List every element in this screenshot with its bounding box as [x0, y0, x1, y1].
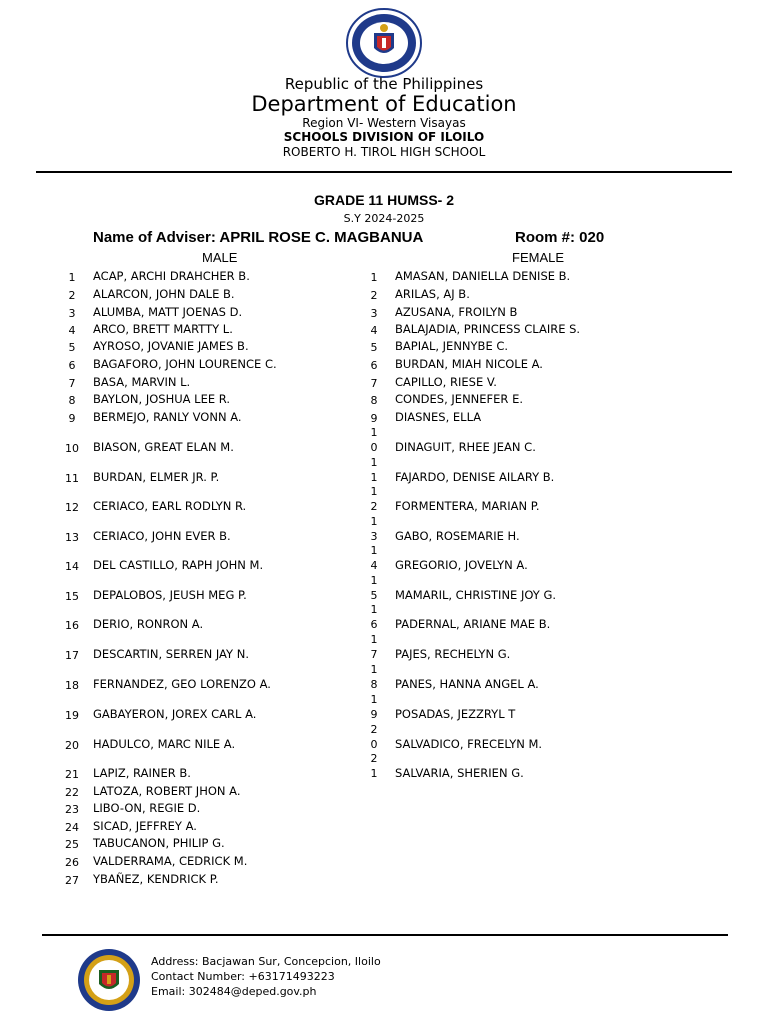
female-student-name: FORMENTERA, MARIAN P. [395, 499, 540, 513]
female-student-name: BAPIAL, JENNYBE C. [395, 339, 509, 353]
female-row-number: 14 [370, 544, 378, 572]
male-row-number: 16 [65, 619, 79, 632]
female-student-name: PAJES, RECHELYN G. [395, 647, 511, 661]
female-row-number: 2 [370, 289, 378, 302]
male-student-name: LATOZA, ROBERT JHON A. [93, 784, 241, 798]
adviser-name: Name of Adviser: APRIL ROSE C. MAGBANUA [93, 229, 424, 246]
male-row-number: 9 [68, 412, 76, 425]
grade-section-title: GRADE 11 HUMSS- 2 [313, 192, 455, 208]
female-row-number: 10 [370, 426, 378, 454]
female-student-name: AZUSANA, FROILYN B [395, 305, 518, 319]
male-student-name: ARCO, BRETT MARTTY L. [93, 322, 233, 336]
school-logo [76, 948, 142, 1012]
female-student-name: DIASNES, ELLA [395, 410, 482, 424]
male-student-name: SICAD, JEFFREY A. [93, 819, 197, 833]
female-row-number: 5 [370, 341, 378, 354]
female-row-number: 16 [370, 603, 378, 631]
female-row-number: 11 [370, 456, 378, 484]
male-row-number: 19 [65, 709, 79, 722]
male-student-name: BASA, MARVIN L. [93, 375, 191, 389]
footer-divider [42, 934, 728, 936]
male-student-name: VALDERRAMA, CEDRICK M. [93, 854, 248, 868]
footer-address: Address: Bacjawan Sur, Concepcion, Iloilo [151, 955, 381, 968]
male-student-name: BIASON, GREAT ELAN M. [93, 440, 234, 454]
male-student-name: GABAYERON, JOREX CARL A. [93, 707, 257, 721]
female-student-name: ARILAS, AJ B. [395, 287, 470, 301]
female-student-name: PANES, HANNA ANGEL A. [395, 677, 539, 691]
male-row-number: 17 [65, 649, 79, 662]
female-student-name: BURDAN, MIAH NICOLE A. [395, 357, 543, 371]
republic-line: Republic of the Philippines [284, 75, 484, 93]
male-student-name: ACAP, ARCHI DRAHCHER B. [93, 269, 250, 283]
female-student-name: SALVADICO, FRECELYN M. [395, 737, 543, 751]
male-student-name: ALUMBA, MATT JOENAS D. [93, 305, 243, 319]
male-heading: MALE [202, 250, 238, 265]
male-row-number: 23 [65, 803, 79, 816]
female-student-name: FAJARDO, DENISE AILARY B. [395, 470, 555, 484]
male-row-number: 18 [65, 679, 79, 692]
female-row-number: 3 [370, 307, 378, 320]
header-divider [36, 171, 732, 173]
department-title: Department of Education [251, 92, 517, 116]
female-row-number: 12 [370, 485, 378, 513]
male-row-number: 6 [68, 359, 76, 372]
male-student-name: DERIO, RONRON A. [93, 617, 204, 631]
male-student-name: BERMEJO, RANLY VONN A. [93, 410, 242, 424]
female-student-name: POSADAS, JEZZRYL T [395, 707, 516, 721]
female-student-name: GREGORIO, JOVELYN A. [395, 558, 528, 572]
female-student-name: DINAGUIT, RHEE JEAN C. [395, 440, 536, 454]
male-row-number: 8 [68, 394, 76, 407]
female-student-name: SALVARIA, SHERIEN G. [395, 766, 524, 780]
male-row-number: 22 [65, 786, 79, 799]
male-row-number: 15 [65, 590, 79, 603]
female-row-number: 13 [370, 515, 378, 543]
male-row-number: 21 [65, 768, 79, 781]
male-row-number: 25 [65, 838, 79, 851]
male-student-name: HADULCO, MARC NILE A. [93, 737, 236, 751]
female-row-number: 1 [370, 271, 378, 284]
school-line: ROBERTO H. TIROL HIGH SCHOOL [282, 145, 486, 159]
male-student-name: ALARCON, JOHN DALE B. [93, 287, 235, 301]
room-number: Room #: 020 [515, 229, 605, 246]
male-row-number: 13 [65, 531, 79, 544]
female-row-number: 19 [370, 693, 378, 721]
male-student-name: LAPIZ, RAINER B. [93, 766, 191, 780]
male-row-number: 4 [68, 324, 76, 337]
male-row-number: 27 [65, 874, 79, 887]
female-student-name: MAMARIL, CHRISTINE JOY G. [395, 588, 557, 602]
male-student-name: TABUCANON, PHILIP G. [93, 836, 225, 850]
region-line: Region VI- Western Visayas [302, 116, 466, 130]
school-year: S.Y 2024-2025 [343, 212, 425, 225]
female-row-number: 6 [370, 359, 378, 372]
female-student-name: PADERNAL, ARIANE MAE B. [395, 617, 551, 631]
male-row-number: 1 [68, 271, 76, 284]
female-row-number: 21 [370, 752, 378, 780]
male-student-name: DESCARTIN, SERREN JAY N. [93, 647, 249, 661]
male-row-number: 20 [65, 739, 79, 752]
male-row-number: 14 [65, 560, 79, 573]
female-row-number: 17 [370, 633, 378, 661]
male-row-number: 12 [65, 501, 79, 514]
female-row-number: 15 [370, 574, 378, 602]
female-student-name: BALAJADIA, PRINCESS CLAIRE S. [395, 322, 581, 336]
female-row-number: 20 [370, 723, 378, 751]
male-student-name: FERNANDEZ, GEO LORENZO A. [93, 677, 271, 691]
male-student-name: BAGAFORO, JOHN LOURENCE C. [93, 357, 277, 371]
male-row-number: 5 [68, 341, 76, 354]
female-student-name: AMASAN, DANIELLA DENISE B. [395, 269, 571, 283]
female-row-number: 4 [370, 324, 378, 337]
male-row-number: 11 [65, 472, 79, 485]
male-student-name: AYROSO, JOVANIE JAMES B. [93, 339, 249, 353]
female-heading: FEMALE [512, 250, 565, 265]
male-row-number: 26 [65, 856, 79, 869]
male-student-name: DEPALOBOS, JEUSH MEG P. [93, 588, 247, 602]
female-row-number: 18 [370, 663, 378, 691]
footer-contact: Contact Number: +63171493223 [151, 970, 335, 983]
male-student-name: DEL CASTILLO, RAPH JOHN M. [93, 558, 264, 572]
male-row-number: 3 [68, 307, 76, 320]
deped-seal-logo [346, 8, 422, 78]
footer-email: Email: 302484@deped.gov.ph [151, 985, 317, 998]
male-student-name: LIBO-ON, REGIE D. [93, 801, 201, 815]
male-student-name: CERIACO, JOHN EVER B. [93, 529, 231, 543]
male-row-number: 7 [68, 377, 76, 390]
female-row-number: 8 [370, 394, 378, 407]
female-row-number: 9 [370, 412, 378, 425]
male-student-name: YBAÑEZ, KENDRICK P. [93, 872, 219, 886]
male-row-number: 10 [65, 442, 79, 455]
male-row-number: 2 [68, 289, 76, 302]
female-student-name: CONDES, JENNEFER E. [395, 392, 523, 406]
male-student-name: BAYLON, JOSHUA LEE R. [93, 392, 231, 406]
female-row-number: 7 [370, 377, 378, 390]
female-student-name: CAPILLO, RIESE V. [395, 375, 497, 389]
male-row-number: 24 [65, 821, 79, 834]
female-student-name: GABO, ROSEMARIE H. [395, 529, 520, 543]
division-line: SCHOOLS DIVISION OF ILOILO [283, 130, 485, 144]
male-student-name: CERIACO, EARL RODLYN R. [93, 499, 247, 513]
male-student-name: BURDAN, ELMER JR. P. [93, 470, 220, 484]
